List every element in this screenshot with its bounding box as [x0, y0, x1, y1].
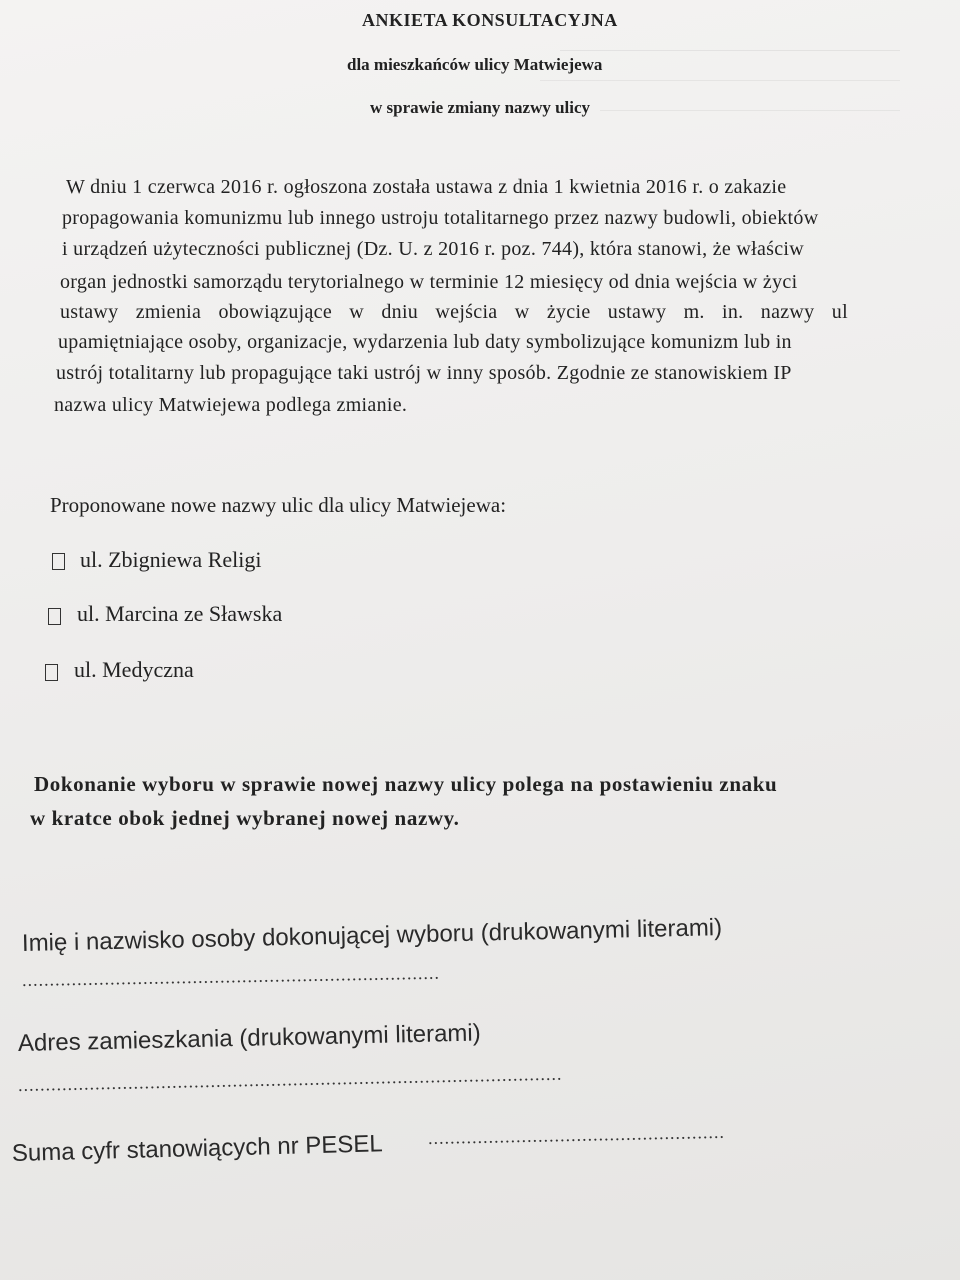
option-checkbox-medyczna[interactable]	[45, 664, 58, 681]
intro-line: upamiętniające osoby, organizacje, wydarzenia lub daty symbolizujące komunizm lub in	[58, 331, 792, 353]
option-checkbox-slawska[interactable]	[48, 608, 61, 625]
pesel-field-input[interactable]: ......................................................	[427, 1121, 726, 1148]
pesel-field-label: Suma cyfr stanowiących nr PESEL	[11, 1130, 384, 1167]
bleed-through-mark	[600, 100, 900, 111]
option-label-slawska: ul. Marcina ze Sławska	[77, 601, 283, 626]
intro-line: ustrój totalitarny lub propagujące taki ustrój w inny sposób. Zgodnie ze stanowiskiem IP	[56, 362, 792, 384]
document-title: ANKIETA KONSULTACYJNA	[362, 10, 618, 30]
name-field-label: Imię i nazwisko osoby dokonującej wyboru (drukowanymi literami)	[21, 914, 723, 957]
intro-line: propagowania komunizmu lub innego ustroju totalitarnego przez nazwy budowli, obiektów	[62, 207, 819, 229]
document-subtitle-residents: dla mieszkańców ulicy Matwiejewa	[347, 55, 603, 74]
intro-line: organ jednostki samorządu terytorialnego w terminie 12 miesięcy od dnia wejścia w życi	[60, 271, 798, 293]
option-label-medyczna: ul. Medyczna	[74, 657, 194, 682]
intro-line: i urządzeń użyteczności publicznej (Dz. U. z 2016 r. poz. 744), która stanowi, że właściw	[62, 238, 805, 260]
address-field-input[interactable]: ...................................................................................................	[17, 1063, 563, 1095]
option-checkbox-religi[interactable]	[52, 553, 65, 570]
intro-line: W dniu 1 czerwca 2016 r. ogłoszona została ustawa z dnia 1 kwietnia 2016 r. o zakazie	[66, 176, 787, 198]
document-subtitle-topic: w sprawie zmiany nazwy ulicy	[370, 98, 591, 117]
name-field-input[interactable]: ............................................................................	[21, 962, 441, 990]
address-field-label: Adres zamieszkania (drukowanymi literami)	[17, 1019, 481, 1057]
intro-line: ustawy zmienia obowiązujące w dniu wejścia w życie ustawy m. in. nazwy ul	[60, 301, 848, 323]
instruction-line-1: Dokonanie wyboru w sprawie nowej nazwy ulicy polega na postawieniu znaku	[34, 772, 778, 796]
intro-line: nazwa ulicy Matwiejewa podlega zmianie.	[54, 394, 408, 416]
proposals-heading: Proponowane nowe nazwy ulic dla ulicy Matwiejewa:	[50, 493, 507, 517]
bleed-through-mark	[560, 40, 900, 51]
instruction-line-2: w kratce obok jednej wybranej nowej nazwy.	[30, 806, 460, 830]
option-label-religi: ul. Zbigniewa Religi	[80, 547, 262, 572]
